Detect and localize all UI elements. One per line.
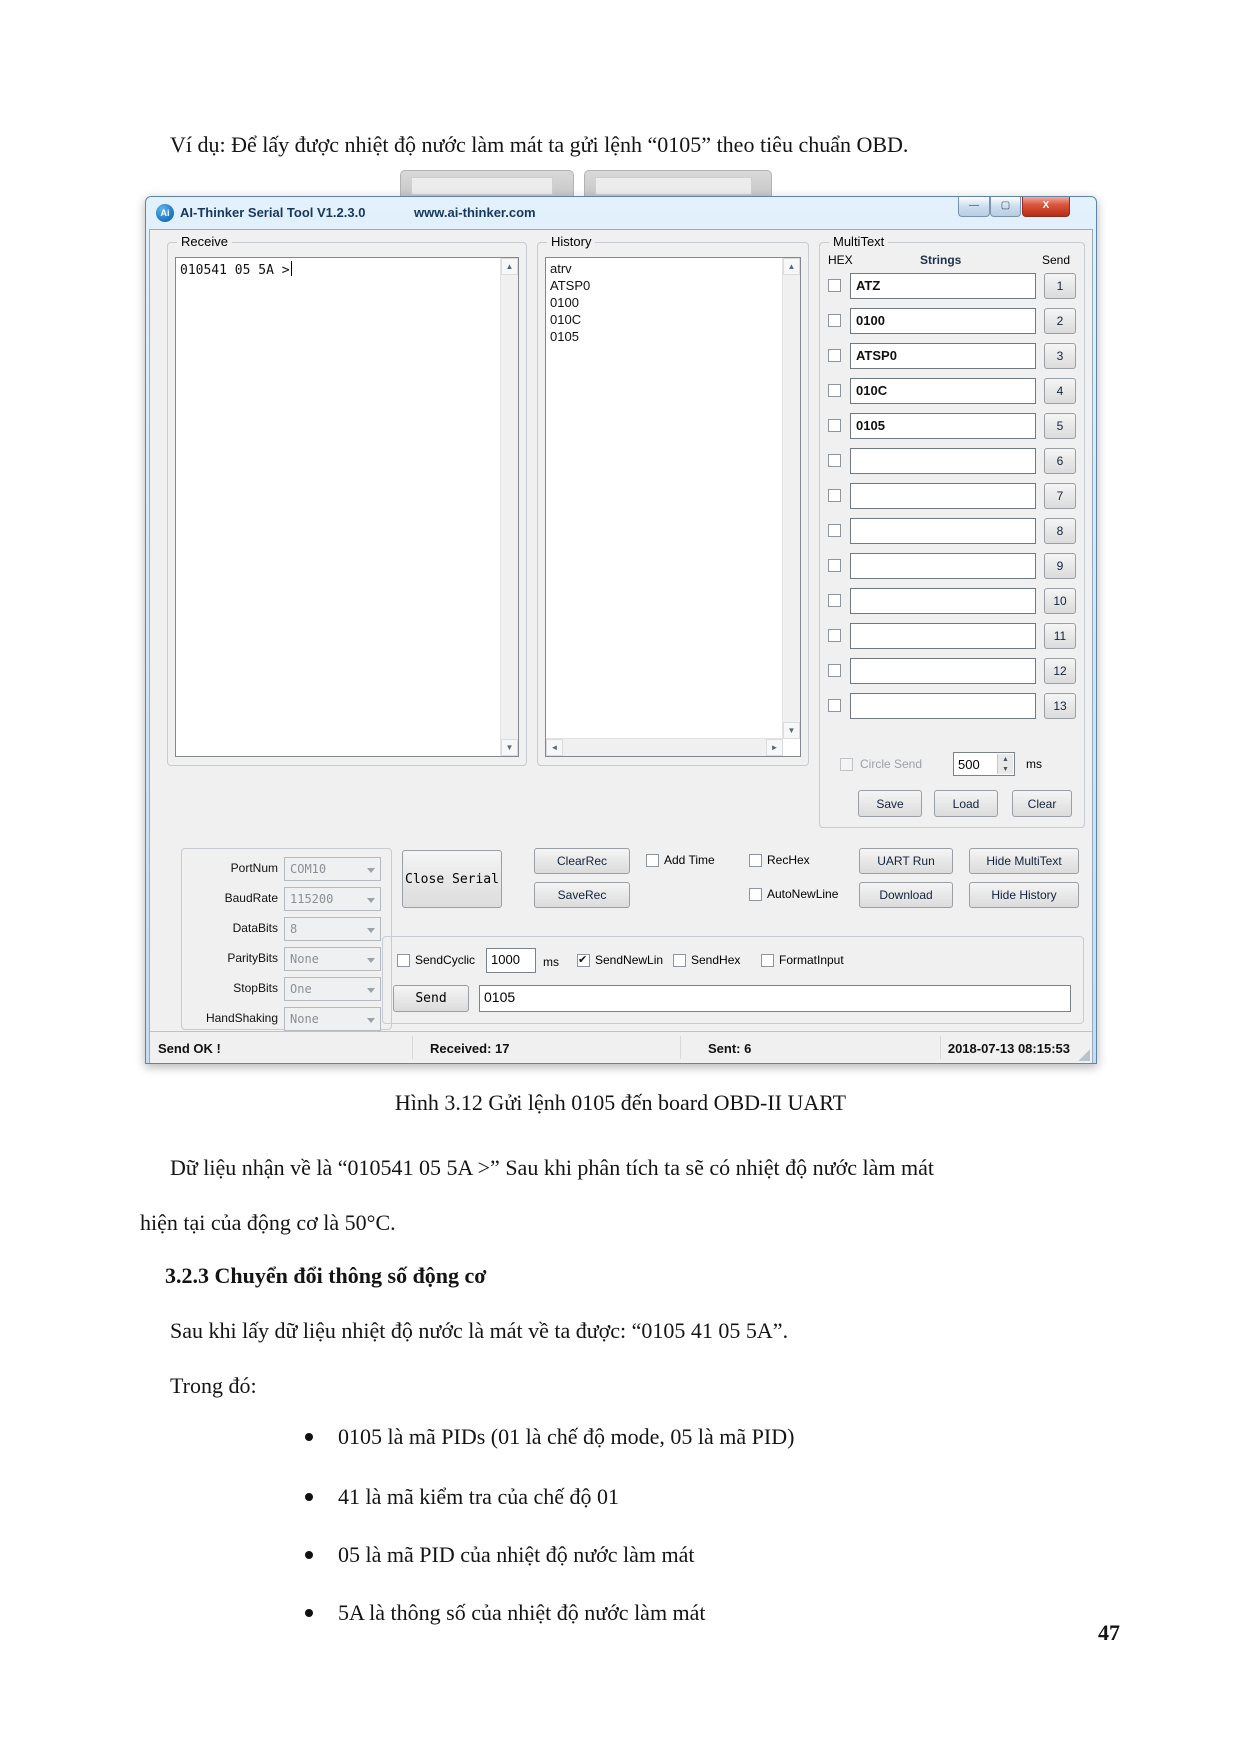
dropdown-arrow-icon — [367, 898, 375, 903]
hex-checkbox[interactable] — [828, 314, 841, 327]
spinner-arrows-icon[interactable]: ▲ ▼ — [997, 754, 1013, 774]
multitext-string-input[interactable] — [850, 553, 1036, 579]
serial-setting-dropdown — [284, 1007, 381, 1031]
dropdown-arrow-icon — [367, 988, 375, 993]
multitext-row — [820, 308, 1084, 334]
multitext-row — [820, 448, 1084, 474]
status-segment — [412, 1036, 681, 1059]
intro-text: Ví dụ: Để lấy được nhiệt độ nước làm mát ta gửi lệnh “0105” theo tiêu chuẩn OBD. — [170, 132, 909, 157]
multitext-row — [820, 413, 1084, 439]
multitext-string-input[interactable]: 0100 — [850, 308, 1036, 334]
history-group — [537, 234, 809, 766]
serial-setting-value: 115200 — [290, 892, 334, 906]
multitext-row — [820, 343, 1084, 369]
status-message: Send OK ! — [158, 1041, 221, 1056]
text-caret — [291, 261, 292, 276]
serial-setting-value: COM10 — [290, 862, 327, 876]
rec-hex-checkbox[interactable] — [749, 854, 762, 867]
multitext-send-button[interactable]: 8 — [1044, 518, 1076, 544]
download-button[interactable]: Download — [859, 882, 953, 908]
paragraph-line: Dữ liệu nhận về là “010541 05 5A >” Sau khi phân tích ta sẽ có nhiệt độ nước làm mát — [170, 1155, 934, 1180]
send-new-lin-checkbox[interactable] — [577, 954, 590, 967]
paragraph-line: hiện tại của động cơ là 50°C. — [140, 1210, 396, 1235]
history-item[interactable]: 0100 — [550, 295, 579, 310]
multitext-send-button[interactable]: 11 — [1044, 623, 1076, 649]
hex-checkbox[interactable] — [828, 594, 841, 607]
background-window-box — [595, 177, 752, 195]
multitext-group — [819, 234, 1085, 828]
multitext-row — [820, 518, 1084, 544]
hex-checkbox[interactable] — [828, 384, 841, 397]
scroll-down-icon[interactable]: ▼ — [501, 739, 518, 756]
receive-group-label: Receive — [177, 234, 232, 249]
format-input-label: FormatInput — [779, 953, 844, 967]
maximize-button[interactable]: ▢ — [990, 197, 1021, 217]
bullet-text: 41 là mã kiểm tra của chế độ 01 — [338, 1484, 620, 1509]
scroll-up-icon[interactable]: ▲ — [783, 258, 800, 275]
hex-checkbox[interactable] — [828, 489, 841, 502]
paragraph-line: Sau khi lấy dữ liệu nhiệt độ nước là mát về ta được: “0105 41 05 5A”. — [170, 1318, 789, 1343]
multitext-send-button[interactable]: 2 — [1044, 308, 1076, 334]
serial-setting-label: HandShaking — [205, 1011, 278, 1025]
title-bar[interactable] — [146, 197, 1096, 229]
multitext-string-input[interactable] — [850, 658, 1036, 684]
status-segment — [680, 1036, 941, 1059]
client-area — [149, 229, 1093, 1063]
status-timestamp: 2018-07-13 08:15:53 — [947, 1041, 1070, 1056]
hide-multitext-button[interactable]: Hide MultiText — [969, 848, 1079, 874]
serial-setting-label: DataBits — [232, 921, 278, 935]
serial-setting-label: StopBits — [233, 981, 278, 995]
close-button[interactable]: X — [1022, 197, 1070, 217]
history-item[interactable]: atrv — [550, 261, 572, 276]
status-segment — [940, 1036, 1092, 1059]
history-vertical-scrollbar[interactable] — [782, 258, 800, 739]
format-input-checkbox[interactable] — [761, 954, 774, 967]
bullet-text: 0105 là mã PIDs (01 là chế độ mode, 05 là mã PID) — [338, 1424, 795, 1449]
receive-group — [167, 234, 527, 766]
hex-column-header: HEX — [828, 253, 853, 267]
serial-setting-row — [182, 947, 391, 971]
serial-setting-label: PortNum — [230, 861, 278, 875]
strings-column-header: Strings — [920, 253, 962, 267]
send-cyclic-label: SendCyclic — [415, 953, 476, 967]
status-segment — [150, 1036, 413, 1059]
page-number: 47 — [1098, 1620, 1120, 1645]
auto-new-line-checkbox[interactable] — [749, 888, 762, 901]
save-button[interactable]: Save — [858, 790, 922, 817]
app-icon: Ai — [156, 204, 174, 222]
receive-textarea[interactable] — [175, 257, 519, 757]
multitext-string-input[interactable]: 0105 — [850, 413, 1036, 439]
send-hex-label: SendHex — [691, 953, 741, 967]
serial-setting-row — [182, 887, 391, 911]
multitext-string-input[interactable]: 010C — [850, 378, 1036, 404]
bullet-icon — [305, 1609, 313, 1617]
scroll-left-icon[interactable]: ◄ — [546, 739, 563, 756]
serial-setting-value: 8 — [290, 922, 298, 936]
multitext-row — [820, 553, 1084, 579]
rec-hex-label: RecHex — [767, 853, 810, 867]
multitext-string-input[interactable] — [850, 518, 1036, 544]
receive-text: 010541 05 5A > — [180, 263, 290, 278]
hide-history-button[interactable]: Hide History — [969, 882, 1079, 908]
send-group — [382, 936, 1084, 1024]
multitext-string-input[interactable] — [850, 448, 1036, 474]
serial-setting-dropdown — [284, 977, 381, 1001]
multitext-send-button[interactable]: 6 — [1044, 448, 1076, 474]
send-cyclic-checkbox[interactable] — [397, 954, 410, 967]
hex-checkbox[interactable] — [828, 279, 841, 292]
clear-button[interactable]: Clear — [1012, 790, 1072, 817]
cycle-interval-input[interactable]: 1000 — [486, 948, 536, 973]
auto-new-line-label: AutoNewLine — [767, 887, 839, 901]
multitext-string-input[interactable] — [850, 483, 1036, 509]
multitext-send-button[interactable]: 10 — [1044, 588, 1076, 614]
serial-settings-group — [181, 848, 392, 1030]
window-title: AI-Thinker Serial Tool V1.2.3.0 — [180, 205, 366, 220]
multitext-string-input[interactable]: ATSP0 — [850, 343, 1036, 369]
hex-checkbox[interactable] — [828, 454, 841, 467]
serial-setting-dropdown — [284, 917, 381, 941]
serial-setting-label: ParityBits — [227, 951, 278, 965]
serial-setting-label: BaudRate — [224, 891, 278, 905]
serial-setting-dropdown — [284, 947, 381, 971]
multitext-send-button[interactable]: 5 — [1044, 413, 1076, 439]
add-time-checkbox[interactable] — [646, 854, 659, 867]
hex-checkbox[interactable] — [828, 629, 841, 642]
multitext-send-button[interactable]: 3 — [1044, 343, 1076, 369]
serial-setting-value: None — [290, 1012, 319, 1026]
resize-grip[interactable] — [1077, 1048, 1090, 1061]
multitext-string-input[interactable]: ATZ — [850, 273, 1036, 299]
serial-setting-row — [182, 857, 391, 881]
save-rec-button[interactable]: SaveRec — [534, 882, 630, 908]
receive-vertical-scrollbar[interactable] — [500, 258, 518, 756]
dropdown-arrow-icon — [367, 928, 375, 933]
figure-caption: Hình 3.12 Gửi lệnh 0105 đến board OBD-II UART — [394, 1090, 847, 1115]
circle-send-unit: ms — [1026, 757, 1042, 771]
hex-checkbox[interactable] — [828, 524, 841, 537]
multitext-group-label: MultiText — [829, 234, 888, 249]
multitext-send-button[interactable]: 12 — [1044, 658, 1076, 684]
close-serial-button[interactable]: Close Serial — [402, 850, 502, 908]
serial-setting-dropdown — [284, 857, 381, 881]
serial-setting-row — [182, 977, 391, 1001]
hex-checkbox[interactable] — [828, 419, 841, 432]
multitext-send-button[interactable]: 4 — [1044, 378, 1076, 404]
status-received: Received: 17 — [430, 1041, 510, 1056]
multitext-string-input[interactable] — [850, 623, 1036, 649]
hex-checkbox[interactable] — [828, 559, 841, 572]
multitext-string-input[interactable] — [850, 693, 1036, 719]
cycle-interval-unit: ms — [543, 955, 559, 969]
load-button[interactable]: Load — [934, 790, 998, 817]
multitext-row — [820, 588, 1084, 614]
multitext-send-button[interactable]: 9 — [1044, 553, 1076, 579]
status-bar — [150, 1031, 1092, 1063]
circle-send-label: Circle Send — [860, 757, 923, 771]
minimize-button[interactable]: — — [958, 197, 990, 217]
history-list[interactable] — [545, 257, 801, 757]
send-input[interactable]: 0105 — [479, 985, 1071, 1012]
serial-setting-value: One — [290, 982, 312, 996]
send-new-lin-label: SendNewLin — [595, 953, 664, 967]
bullet-text: 05 là mã PID của nhiệt độ nước làm mát — [338, 1542, 695, 1567]
scroll-right-icon[interactable]: ► — [766, 739, 783, 756]
add-time-label: Add Time — [664, 853, 715, 867]
hex-checkbox[interactable] — [828, 699, 841, 712]
dropdown-arrow-icon — [367, 1018, 375, 1023]
multitext-row — [820, 623, 1084, 649]
scroll-up-icon[interactable]: ▲ — [501, 258, 518, 275]
clear-rec-button[interactable]: ClearRec — [534, 848, 630, 874]
dropdown-arrow-icon — [367, 958, 375, 963]
multitext-row — [820, 273, 1084, 299]
status-sent: Sent: 6 — [708, 1041, 752, 1056]
dropdown-arrow-icon — [367, 868, 375, 873]
bullet-icon — [305, 1433, 313, 1441]
history-group-label: History — [547, 234, 595, 249]
send-column-header: Send — [1041, 253, 1070, 267]
circle-send-checkbox — [840, 758, 853, 771]
history-item[interactable]: ATSP0 — [550, 278, 591, 293]
background-window-box — [411, 177, 553, 195]
serial-setting-dropdown — [284, 887, 381, 911]
paragraph-line: Trong đó: — [170, 1373, 257, 1398]
bullet-icon — [305, 1551, 313, 1559]
multitext-row — [820, 693, 1084, 719]
serial-setting-row — [182, 917, 391, 941]
serial-setting-value: None — [290, 952, 319, 966]
scroll-down-icon[interactable]: ▼ — [783, 722, 800, 739]
send-hex-checkbox[interactable] — [673, 954, 686, 967]
multitext-row — [820, 483, 1084, 509]
serial-setting-row — [182, 1007, 391, 1031]
hex-checkbox[interactable] — [828, 664, 841, 677]
multitext-row — [820, 658, 1084, 684]
circle-send-interval-spinner[interactable] — [953, 752, 1015, 776]
multitext-string-input[interactable] — [850, 588, 1036, 614]
multitext-send-button[interactable]: 1 — [1044, 273, 1076, 299]
multitext-send-button[interactable]: 13 — [1044, 693, 1076, 719]
hex-checkbox[interactable] — [828, 349, 841, 362]
multitext-row — [820, 378, 1084, 404]
section-heading: 3.2.3 Chuyển đổi thông số động cơ — [165, 1263, 487, 1288]
send-button[interactable]: Send — [393, 985, 469, 1012]
uart-run-button[interactable]: UART Run — [859, 848, 953, 874]
bullet-text: 5A là thông số của nhiệt độ nước làm mát — [338, 1600, 706, 1625]
history-item[interactable]: 0105 — [550, 329, 579, 344]
circle-send-interval-value: 500 — [958, 757, 980, 772]
window-title-url: www.ai-thinker.com — [414, 205, 536, 220]
multitext-send-button[interactable]: 7 — [1044, 483, 1076, 509]
bullet-icon — [305, 1493, 313, 1501]
app-window — [145, 196, 1097, 1064]
history-item[interactable]: 010C — [550, 312, 582, 327]
history-horizontal-scrollbar[interactable] — [546, 738, 783, 756]
